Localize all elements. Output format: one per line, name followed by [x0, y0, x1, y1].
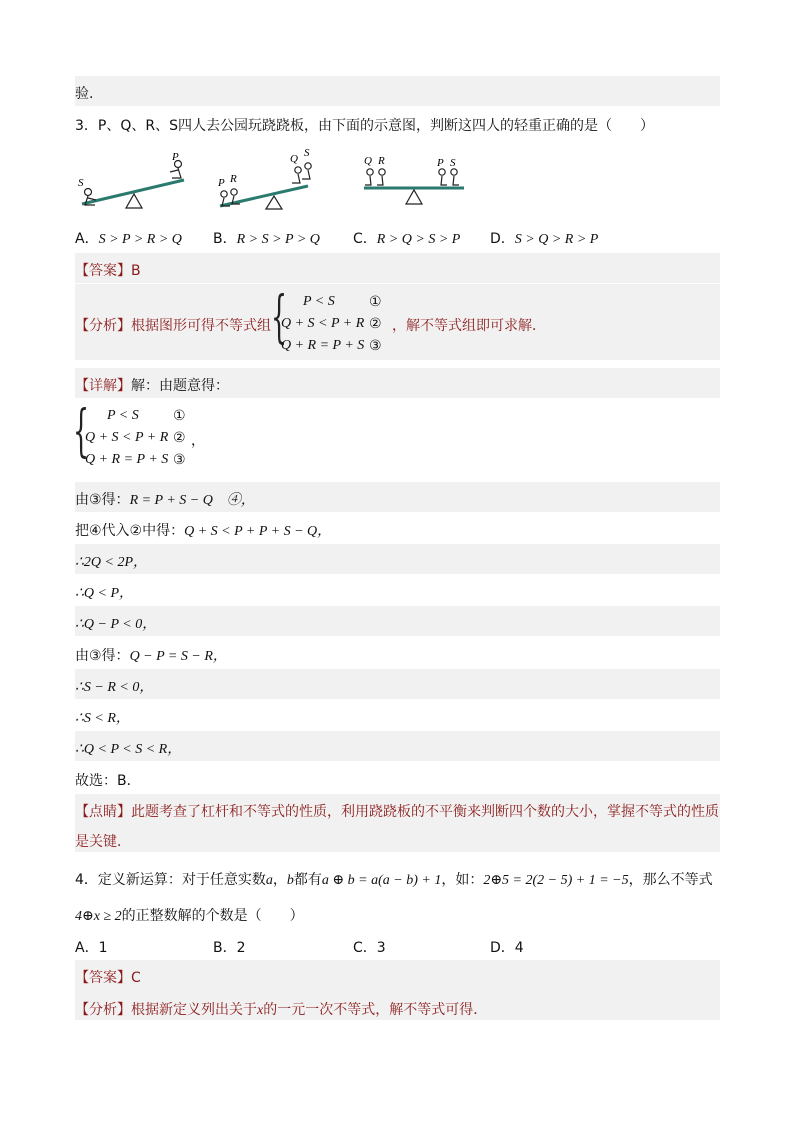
seesaw-2 [220, 163, 311, 209]
q4-stem-line2: 4⊕x ≥ 2的正整数解的个数是（ ） [75, 908, 304, 924]
step-10: 故选：B． [75, 773, 141, 789]
step-4: ∴Q < P， [75, 586, 134, 601]
q4-answer [75, 967, 141, 987]
bg-band-step [75, 606, 720, 636]
q3-option-c: C．R > Q > S > P [353, 231, 461, 247]
step-7: ∴S − R < 0， [75, 680, 154, 695]
detail-label: 【详解】 [75, 378, 131, 394]
fig3-label-p: P [437, 157, 444, 169]
q3-analysis-lead: 【分析】根据图形可得不等式组 [75, 318, 271, 334]
fig2-label-q: Q [290, 153, 298, 165]
fig1-label-s: S [78, 177, 84, 189]
bg-band-step [75, 544, 720, 574]
step-2: 把④代入②中得：Q + S < P + P + S − Q， [75, 523, 332, 539]
step-3: ∴2Q < 2P， [75, 555, 148, 570]
step-9: ∴Q < P < S < R， [75, 742, 182, 757]
step-1: 由③得：R = P + S − Q ④， [75, 492, 255, 508]
q4-stem-line1: 4．定义新运算：对于任意实数a，b都有a ⊕ b = a(a − b) + 1，如：2⊕5 = 2(2 − 5) + 1 = −5，那么不等式 [75, 872, 713, 888]
bg-band-step [75, 669, 720, 699]
step-6: 由③得：Q − P = S − R， [75, 648, 227, 664]
q3-answer [75, 260, 141, 280]
fig3-label-q: Q [364, 155, 372, 167]
q3-option-a: A．S > P > R > Q [75, 231, 182, 247]
fig2-label-r: R [230, 173, 237, 185]
fig3-label-r: R [378, 155, 385, 167]
q3-stem: 3．P、Q、R、S四人去公园玩跷跷板，由下面的示意图，判断这四人的轻重正确的是（ ） [75, 118, 654, 134]
fig1-label-p: P [172, 151, 179, 163]
analysis-label: 【分析】 [75, 1002, 131, 1018]
q4-option-d: D．4 [490, 940, 524, 956]
step-8: ∴S < R， [75, 711, 130, 726]
seesaw-1 [82, 161, 184, 209]
analysis-label: 【分析】 [75, 318, 131, 334]
q3-option-b: B．R > S > P > Q [213, 231, 320, 247]
q4-analysis: 【分析】根据新定义列出关于x的一元一次不等式，解不等式可得． [75, 1002, 488, 1018]
q4-option-c: C．3 [353, 940, 386, 956]
continuation-text: 验. [75, 86, 94, 102]
answer-label: 【答案】 [75, 970, 131, 986]
bg-band-answer [75, 253, 720, 283]
q3-option-d: D．S > Q > R > P [490, 231, 599, 247]
q4-option-b: B．2 [213, 940, 246, 956]
q4-option-a: A．1 [75, 940, 108, 956]
fig2-label-s: S [304, 147, 310, 159]
q3-detail-lead: 【详解】解：由题意得： [75, 378, 229, 394]
fig2-label-p: P [218, 177, 225, 189]
answer-value: B [131, 263, 141, 279]
answer-label: 【答案】 [75, 263, 131, 279]
answer-value: C [131, 970, 141, 986]
comment-label: 【点睛】 [75, 804, 131, 820]
brace-symbol: { [271, 285, 288, 350]
q3-analysis-tail: ，解不等式组即可求解． [392, 318, 546, 334]
bg-band-top [75, 76, 720, 106]
seesaw-figure [72, 146, 472, 216]
seesaw-3 [364, 169, 464, 204]
q3-comment-line2: 是关键． [75, 834, 131, 850]
fig3-label-s: S [450, 157, 456, 169]
brace-symbol-2: { [73, 399, 90, 464]
step-5: ∴Q − P < 0， [75, 617, 157, 632]
q3-comment-line1: 【点睛】此题考查了杠杆和不等式的性质，利用跷跷板的不平衡来判断四个数的大小，掌握不等式的性质 [75, 804, 719, 820]
